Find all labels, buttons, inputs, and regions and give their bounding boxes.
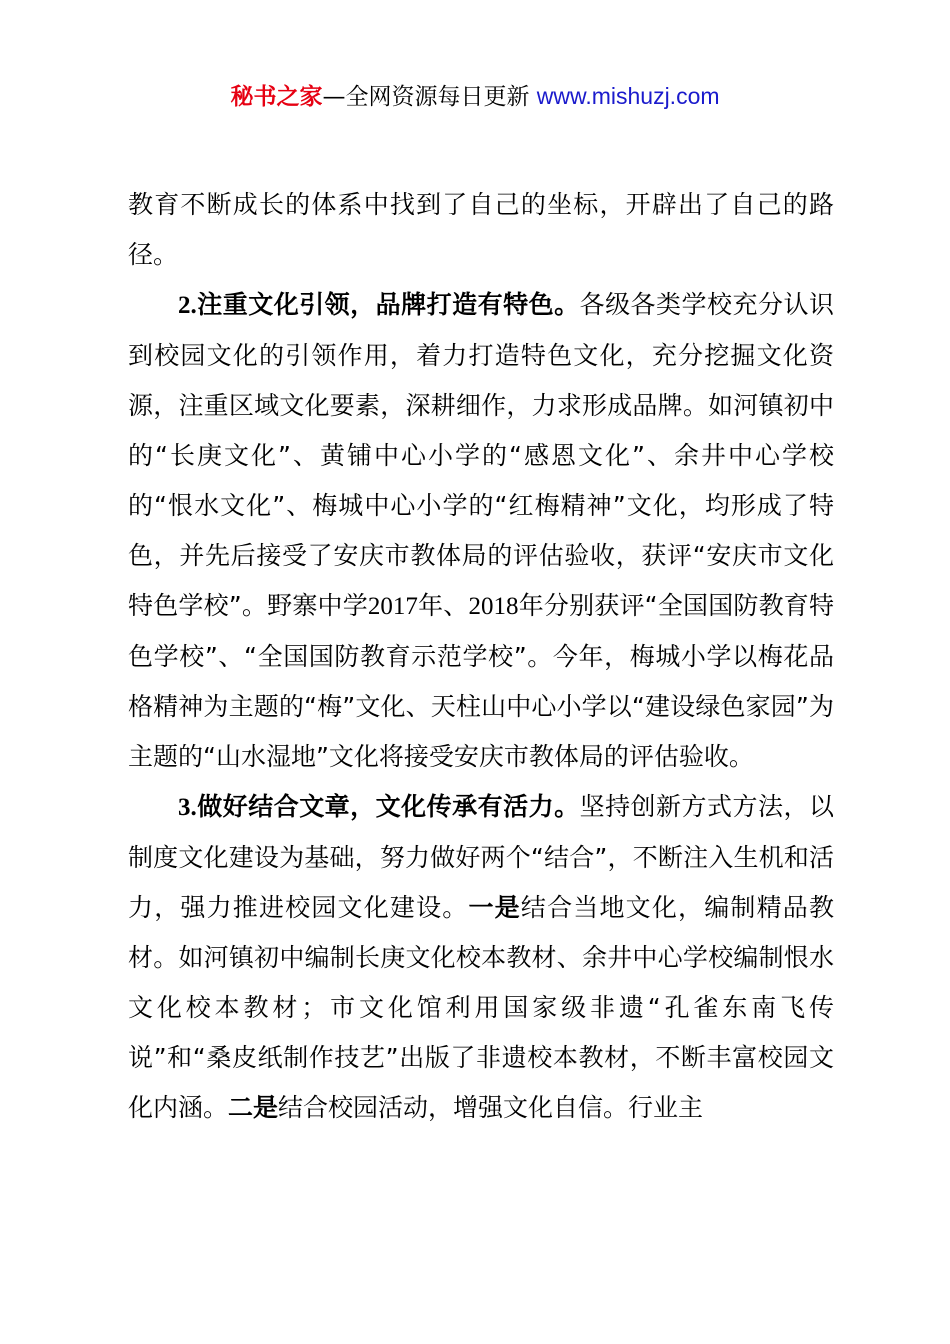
section-2-heading: 注重文化引领，品牌打造有特色。 [196,290,580,319]
brand-name: 秘书之家 [230,84,323,110]
paragraph-2-text-2: 年、 [417,591,469,620]
document-body [128,180,834,1133]
section-2-number: 2. [178,292,197,319]
paragraph-2 [128,280,834,782]
paragraph-1 [128,180,834,280]
keyword-second: 二是 [228,1093,279,1122]
paragraph-3-text-1: 坚持创新方式方法，以制度文化建设为基础，努力做好两个“结合”，不断注入生机和活力，强力推进校园文化建设。 [128,792,834,922]
keyword-first: 一是 [468,893,521,922]
paragraph-2-text-1: 各级各类学校充分认识到校园文化的引领作用，着力打造特色文化，充分挖掘文化资源，注重区域文化要素，深耕细作，力求形成品牌。如河镇初中的“长庚文化”、黄铺中心小学的“感恩文化”、余井中心学校的“恨水文化”、梅城中心小学的“红梅精神”文化，均形成了特色，并先后接受了安庆市教体局的评估验收，获评“安庆市文化特色学校”。野寨中学 [128,290,834,620]
section-3-number: 3. [178,794,197,821]
site-url-link[interactable]: www.mishuzj.com [536,83,720,109]
paragraph-3-text-2: 结合当地文化，编制精品教材。如河镇初中编制长庚文化校本教材、余井中心学校编制恨水文化校本教材；市文化馆利用国家级非遗“孔雀东南飞传说”和“桑皮纸制作技艺”出版了非遗校本教材，不断丰富校园文化内涵。 [128,893,834,1122]
year-2018: 2018 [468,593,519,620]
paragraph-3 [128,782,834,1133]
section-3-heading: 做好结合文章，文化传承有活力。 [196,792,580,821]
paragraph-2-text-3: 年分别获评“全国国防教育特色学校”、“全国国防教育示范学校”。今年，梅城小学以梅花品格精神为主题的“梅”文化、天柱山中心小学以“建设绿色家园”为主题的“山水湿地”文化将接受安庆市教体局的评估验收。 [128,591,834,771]
header-slogan: —全网资源每日更新 [322,84,530,110]
paragraph-3-text-3: 结合校园活动，增强文化自信。行业主 [278,1093,704,1122]
paragraph-1-text: 教育不断成长的体系中找到了自己的坐标，开辟出了自己的路径。 [128,190,834,269]
page-header [0,80,950,113]
year-2017: 2017 [367,593,418,620]
